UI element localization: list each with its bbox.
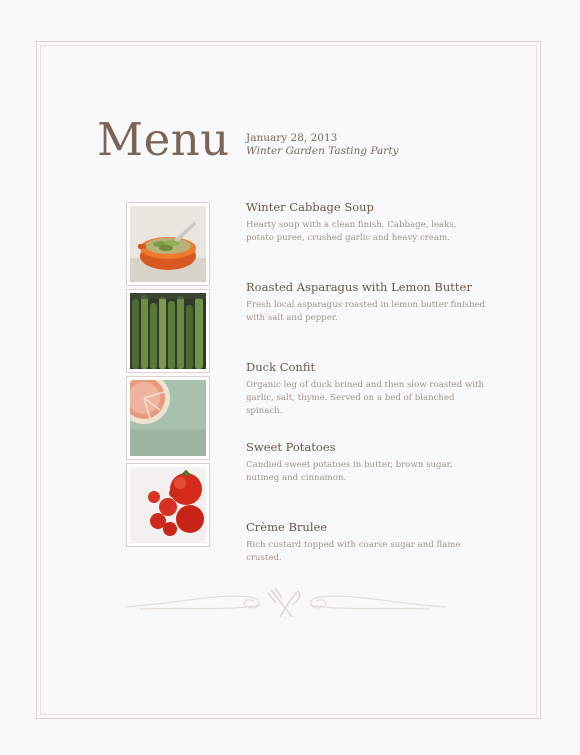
dish-name: Roasted Asparagus with Lemon Butter (246, 280, 472, 294)
tomatoes-photo (126, 463, 210, 547)
tomatoes-icon (130, 467, 206, 543)
soup-bowl-icon (130, 206, 206, 282)
citrus-slice-icon (130, 380, 206, 456)
dish-description: Rich custard topped with coarse sugar and flame crusted. (246, 540, 461, 563)
dish-description: Fresh local asparagus roasted in lemon butter finished with salt and pepper. (246, 300, 486, 323)
fork-knife-ornament-icon (120, 585, 450, 625)
dish-roasted-asparagus (246, 280, 486, 325)
dish-description: Hearty soup with a clean finish. Cabbage, leaks, potato puree, crushed garlic and heavy cream. (246, 220, 457, 243)
dish-name: Crème Brulee (246, 520, 328, 534)
dish-name: Winter Cabbage Soup (246, 200, 374, 214)
page-title: Menu (97, 113, 230, 166)
event-name: Winter Garden Tasting Party (246, 145, 399, 157)
soup-bowl-photo (126, 202, 210, 286)
dish-description: Candied sweet potatoes in butter, brown sugar, nutmeg and cinnamon. (246, 460, 453, 483)
event-date: January 28, 2013 (246, 132, 338, 144)
dish-sweet-potatoes (246, 440, 486, 485)
asparagus-photo (126, 289, 210, 373)
dish-name: Sweet Potatoes (246, 440, 336, 454)
asparagus-icon (130, 293, 206, 369)
event-info (246, 132, 506, 158)
citrus-slice-photo (126, 376, 210, 460)
dish-name: Duck Confit (246, 360, 316, 374)
dish-creme-brulee (246, 520, 486, 565)
dish-winter-cabbage-soup (246, 200, 486, 245)
dish-duck-confit (246, 360, 486, 418)
dish-description: Organic leg of duck brined and then slow roasted with garlic, salt, thyme. Served on a bed of blanched spinach. (246, 380, 485, 416)
